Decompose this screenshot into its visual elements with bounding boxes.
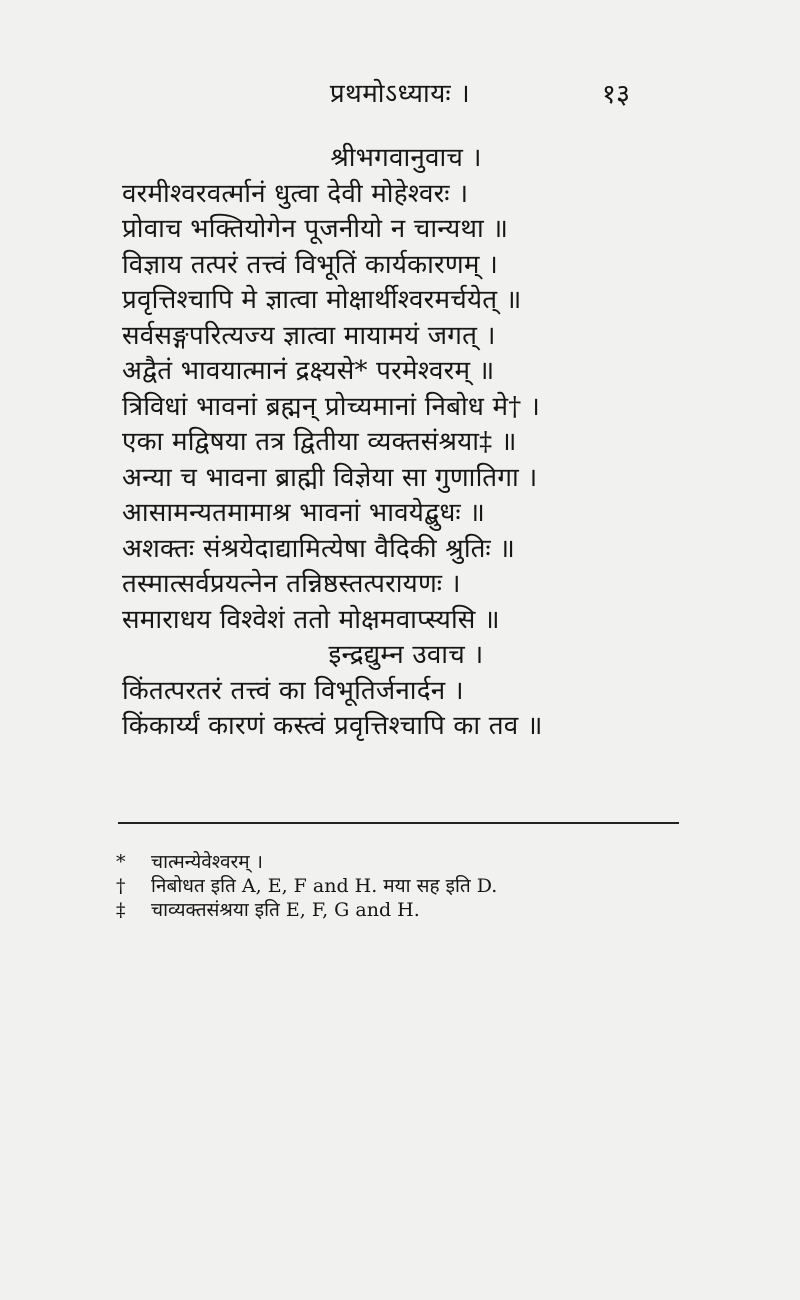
speaker-line: श्रीभगवानुवाच ।	[330, 143, 482, 173]
verse-line: अशक्तः संश्रयेदाद्यामित्येषा वैदिकी श्रुतिः ॥	[122, 533, 516, 564]
verse-line: त्रिविधां भावनां ब्रह्मन् प्रोच्यमानां निबोध मे† ।	[122, 391, 541, 422]
verse-line: किंतत्परतरं तत्त्वं का विभूतिर्जनार्दन ।	[122, 675, 464, 706]
verse-block	[116, 141, 676, 745]
verse-line: समाराधय विश्वेशं ततो मोक्षमवाप्स्यसि ॥	[122, 604, 500, 635]
verse-line: तस्मात्सर्वप्रयत्नेन तन्निष्ठस्तत्परायणः ।	[122, 569, 461, 599]
verse-line: आसामन्यतमामाश्र भावनां भावयेद्बुधः ॥	[122, 498, 486, 528]
verse-line: प्रवृत्तिश्चापि मे ज्ञात्वा मोक्षार्थीश्वरमर्चयेत् ॥	[122, 285, 522, 315]
footnote	[116, 874, 676, 898]
footnote-text: चाव्यक्तसंश्रया इति E, F, G and H.	[151, 899, 420, 921]
footnote-text: चात्मन्येवेश्वरम् ।	[151, 851, 263, 873]
footnote-mark: *	[116, 851, 126, 873]
verse-line: सर्वसङ्गपरित्यज्य ज्ञात्वा मायामयं जगत् ।	[122, 320, 496, 351]
footnote	[116, 898, 676, 922]
footnote-mark: †	[116, 875, 126, 897]
verse-line: वरमीश्वरवर्त्मानं धुत्वा देवी मोहेश्वरः ।	[122, 178, 469, 209]
running-head	[0, 74, 800, 114]
footnote-divider	[118, 822, 679, 824]
verse-line: अद्वैतं भावयात्मानं द्रक्ष्यसे* परमेश्वरम् ॥	[122, 356, 495, 386]
speaker-line: इन्द्रद्युम्न उवाच ।	[328, 640, 484, 670]
chapter-heading: प्रथमोऽध्यायः ।	[329, 79, 471, 109]
verse-line: अन्या च भावना ब्राह्मी विज्ञेया सा गुणातिगा ।	[122, 462, 538, 493]
footnotes	[116, 850, 676, 922]
footnote-mark: ‡	[116, 899, 126, 921]
footnote	[116, 850, 676, 874]
footnote-text: निबोधत इति A, E, F and H. मया सह इति D.	[151, 875, 498, 897]
verse-line: किंकार्य्यं कारणं कस्त्वं प्रवृत्तिश्चापि का तव ॥	[122, 711, 543, 741]
verse-line: एका मद्विषया तत्र द्वितीया व्यक्तसंश्रया‡ ॥	[122, 427, 517, 457]
verse-line: प्रोवाच भक्तियोगेन पूजनीयो न चान्यथा ॥	[122, 214, 509, 244]
verse-line: विज्ञाय तत्परं तत्त्वं विभूतिं कार्यकारणम् ।	[122, 249, 499, 280]
page-number: १३	[601, 79, 630, 110]
